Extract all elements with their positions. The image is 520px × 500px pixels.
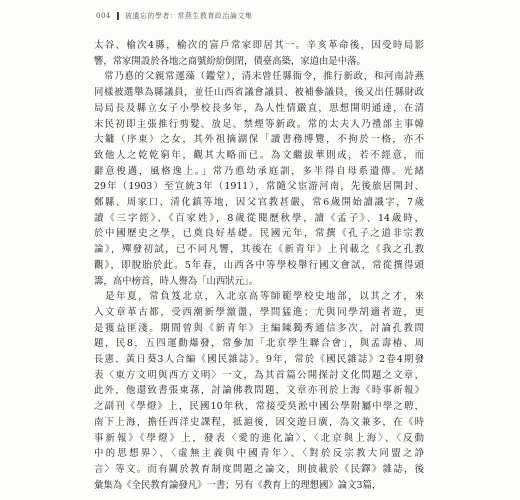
text-line: 彙集為《全民教育論發凡》一書；另有《教育上的理想國》論文3篇，	[94, 479, 382, 491]
text-line: 辭意俊邁，風格逸上。」常乃悳幼承庭訓，多半得自母系遺傳。光緒	[94, 165, 424, 177]
running-head	[96, 11, 252, 21]
text-line: 此外，他還致書張東蓀，討論佛教問題，文章亦刊於上海《時事新報》	[94, 385, 424, 397]
book-title: 被遺忘的學者：常燕生教育政治論文集	[124, 12, 253, 20]
text-line: 之副刊《學燈》上，民國10年秋，常接受吳淞中國公學附屬中學之聘，	[94, 401, 424, 413]
page-number: 004	[96, 12, 111, 20]
text-line: 中的思想界〉、〈虛無主義與中國青年〉、〈對於反宗教大同盟之諍	[94, 448, 424, 460]
text-line: 大鏞（序東）之女，其外祖摘湖保「讀書務博覽，不拘於一格，亦不	[94, 134, 424, 146]
text-line: 同樣被選舉為縣議員，並任山西省議會議員、被補參議員，後又出任縣財政	[94, 87, 424, 99]
text-line: 響，常家開設於各地之商號紛紛倒閉，債臺高築，家道由是中落。	[94, 55, 366, 67]
text-line: 鄭縣、周家口、清化鎮等地，因父官教甚嚴，常6歲開始讀識字，7歲	[94, 197, 424, 209]
text-line: 致他人之乾乾窮年，觀其大略而已。為文繼拔華則成，若不經意，而	[94, 149, 424, 161]
text-line: 是年夏，常負笈北京，入北京高等師範學校史地部，以其之才，來	[94, 291, 424, 303]
text-line: 29年（1903）至宣統3年（1911），常隨父宦游河南，先後旅居開封、	[94, 181, 424, 193]
text-line: 於中國歷史之學，已奠良好基礎。民國元年，常撰《孔子之道非宗教	[94, 228, 424, 240]
text-line: 是獲益匪淺。期間曾與《新青年》主編陳獨秀通信多次，討論孔教問	[94, 322, 424, 334]
header-divider	[117, 12, 119, 20]
text-line: 入文章革古都，受西潮新學激盪，學問猛進；尤與同學胡適者遊，更	[94, 306, 424, 318]
text-line: 題，民8，五四運動爆發，常參加「北京學生聯合會」，與孟壽椿、周	[94, 338, 424, 350]
paragraph	[94, 289, 424, 493]
paragraph	[94, 69, 424, 289]
text-line: 言〉等文。而有關於教育制度問題之論文，則披載於《民鐸》雜誌，後	[94, 463, 424, 475]
body-text	[94, 38, 424, 493]
text-line: 籌，高中榜首，時人譽為「山西狀元」。	[94, 275, 259, 287]
text-line: 末民初即主張推行剪髮、放足、禁煙等新政。常的太夫人乃禮部主事韓	[94, 118, 424, 130]
text-line: 常乃悳的父親常運藻（鑑堂），清末曾任縣衙令，推行新政，和河南詩燕	[94, 71, 424, 83]
paragraph	[94, 38, 424, 69]
text-line: 讀《三字經》、《百家姓》，8歲從閱歷秋學，讀《孟子》、14歲時，	[94, 212, 424, 224]
text-line: 太谷、榆次4縣，榆次的富戶常家即居其一。辛亥革命後，因受時局影	[94, 40, 424, 51]
text-line: 表〈東方文明與西方文明〉一文，為其首篇公開探討文化問題之文章，	[94, 369, 424, 381]
text-line: 局局長及縣立女子小學校長多年，為人性情嚴直，思想開明通達，在清	[94, 102, 424, 114]
text-line: 論》，殫發初試，已不同凡響，其後在《新青年》上刊載之《我之孔教	[94, 244, 424, 256]
text-line: 事新報》《學燈》上，發表〈愛的進化論〉、〈北京與上海〉、〈反動	[94, 432, 424, 444]
text-line: 長憲、黃日葵3人合編《國民雜誌》。9年，常於《國民雜誌》2卷4期發	[94, 354, 424, 366]
text-line: 南下上海，擔任西洋史課程，抵滬後，因交遊日廣，為文兼多，在《時	[94, 416, 424, 428]
text-line: 觀》，即脫胎於此。5年春，山西各中等學校舉行國文會試，常從撰得頭	[94, 259, 424, 271]
